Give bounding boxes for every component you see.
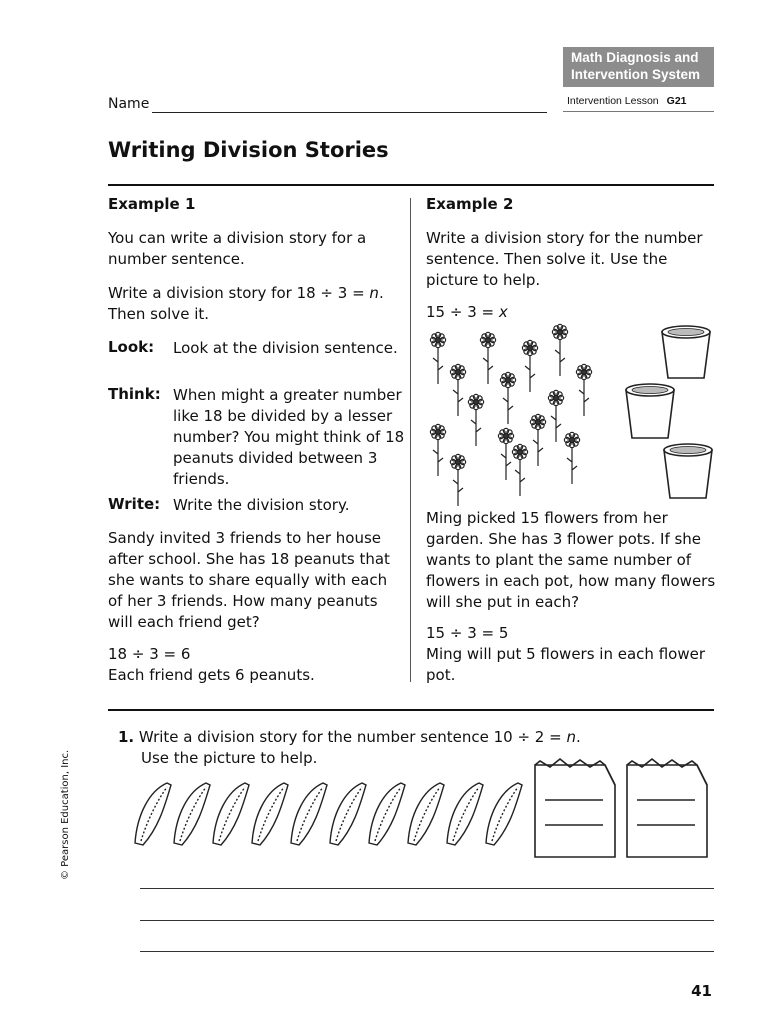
think-label: Think: [108, 385, 161, 403]
write-text: Write the division story. [173, 496, 350, 514]
flower-icon [548, 390, 563, 442]
exercise-variable: n [566, 728, 576, 746]
exercise-number: 1. [118, 728, 135, 746]
look-think-write [108, 338, 405, 514]
lesson-label-text: Intervention Lesson [567, 95, 659, 107]
banana-icon [174, 783, 210, 845]
lesson-rule [563, 111, 714, 112]
banana-icon [447, 783, 483, 845]
banana-icon [408, 783, 444, 845]
example1-heading: Example 1 [108, 195, 196, 213]
exercise1-hint: Use the picture to help. [141, 749, 318, 767]
answer-line-3[interactable] [140, 951, 714, 952]
flower-pot-icon [664, 444, 712, 498]
flower-icon [576, 364, 591, 416]
banana-icon [252, 783, 288, 845]
equation-variable: x [498, 303, 508, 321]
instruction-variable: n [369, 284, 379, 302]
write-label: Write: [108, 495, 161, 513]
banana-icon [135, 783, 171, 845]
flower-icon [552, 324, 567, 376]
example2-heading: Example 2 [426, 195, 514, 213]
example1-story: Sandy invited 3 friends to her house after school. She has 18 peanuts that she wants to share equally with each of her 3 friends. How many peanuts will each friend get? [108, 529, 390, 631]
column-divider [410, 198, 411, 682]
think-text: When might a greater number like 18 be divided by a lesser number? You might think of 18 peanuts divided between 3 friends. [173, 386, 405, 488]
flower-icon [498, 428, 513, 480]
bananas-and-bags-illustration [125, 755, 720, 860]
flower-pot-icon [662, 326, 710, 378]
look-label: Look: [108, 338, 155, 356]
series-line-1: Math Diagnosis and [571, 50, 699, 65]
exercise1-prompt [118, 727, 678, 748]
answer-line-2[interactable] [140, 920, 714, 921]
series-banner [563, 47, 714, 87]
flower-icon [522, 340, 537, 392]
series-line-2: Intervention System [571, 67, 701, 82]
example2-intro: Write a division story for the number sentence. Then solve it. Use the picture to help. [426, 229, 703, 289]
name-label: Name [108, 96, 150, 112]
example2-story: Ming picked 15 flowers from her garden. She has 3 flower pots. If she wants to plant the same number of flowers in each pot, how many flowers will she put in each? [426, 509, 716, 611]
flower-pot-icon [626, 384, 674, 438]
banana-icon [486, 783, 522, 845]
equation-prefix: 15 ÷ 3 = [426, 303, 499, 321]
banana-icon [291, 783, 327, 845]
example1-answer: Each friend gets 6 peanuts. [108, 666, 315, 684]
example2-answer: Ming will put 5 flowers in each flower pot. [426, 645, 705, 684]
answer-line-1[interactable] [140, 888, 714, 889]
example2-solution: 15 ÷ 3 = 5 [426, 624, 509, 642]
flower-icon [450, 454, 465, 506]
exercise-text-suffix: . [575, 728, 581, 746]
lesson-code: G21 [666, 95, 687, 107]
instruction-suffix: . [378, 284, 384, 302]
flowers-and-pots-illustration [420, 318, 720, 508]
look-text: Look at the division sentence. [173, 339, 398, 357]
flower-icon [430, 332, 445, 384]
flower-icon [480, 332, 495, 384]
copyright-notice: © Pearson Education, Inc. [60, 749, 71, 880]
example1-equation: 18 ÷ 3 = 6 [108, 645, 191, 663]
banana-icon [369, 783, 405, 845]
flower-icon [430, 424, 445, 476]
flower-icon [468, 394, 483, 446]
name-line[interactable] [152, 112, 547, 113]
section-rule [108, 709, 714, 711]
instruction-line2: Then solve it. [108, 305, 210, 323]
paper-bag-icon [627, 759, 707, 857]
example1-intro: You can write a division story for a number sentence. [108, 229, 367, 268]
page-number: 41 [691, 982, 712, 1000]
exercise-text-prefix: Write a division story for the number sentence 10 ÷ 2 = [138, 728, 567, 746]
top-rule [108, 184, 714, 186]
lesson-label [567, 95, 687, 107]
page-title: Writing Division Stories [108, 138, 389, 162]
banana-icon [213, 783, 249, 845]
flower-icon [530, 414, 545, 466]
flower-icon [512, 444, 527, 496]
paper-bag-icon [535, 759, 615, 857]
example1-instruction [108, 283, 404, 325]
flower-icon [564, 432, 579, 484]
banana-icon [330, 783, 366, 845]
instruction-prefix: Write a division story for 18 ÷ 3 = [108, 284, 370, 302]
flower-icon [450, 364, 465, 416]
flower-icon [500, 372, 515, 424]
